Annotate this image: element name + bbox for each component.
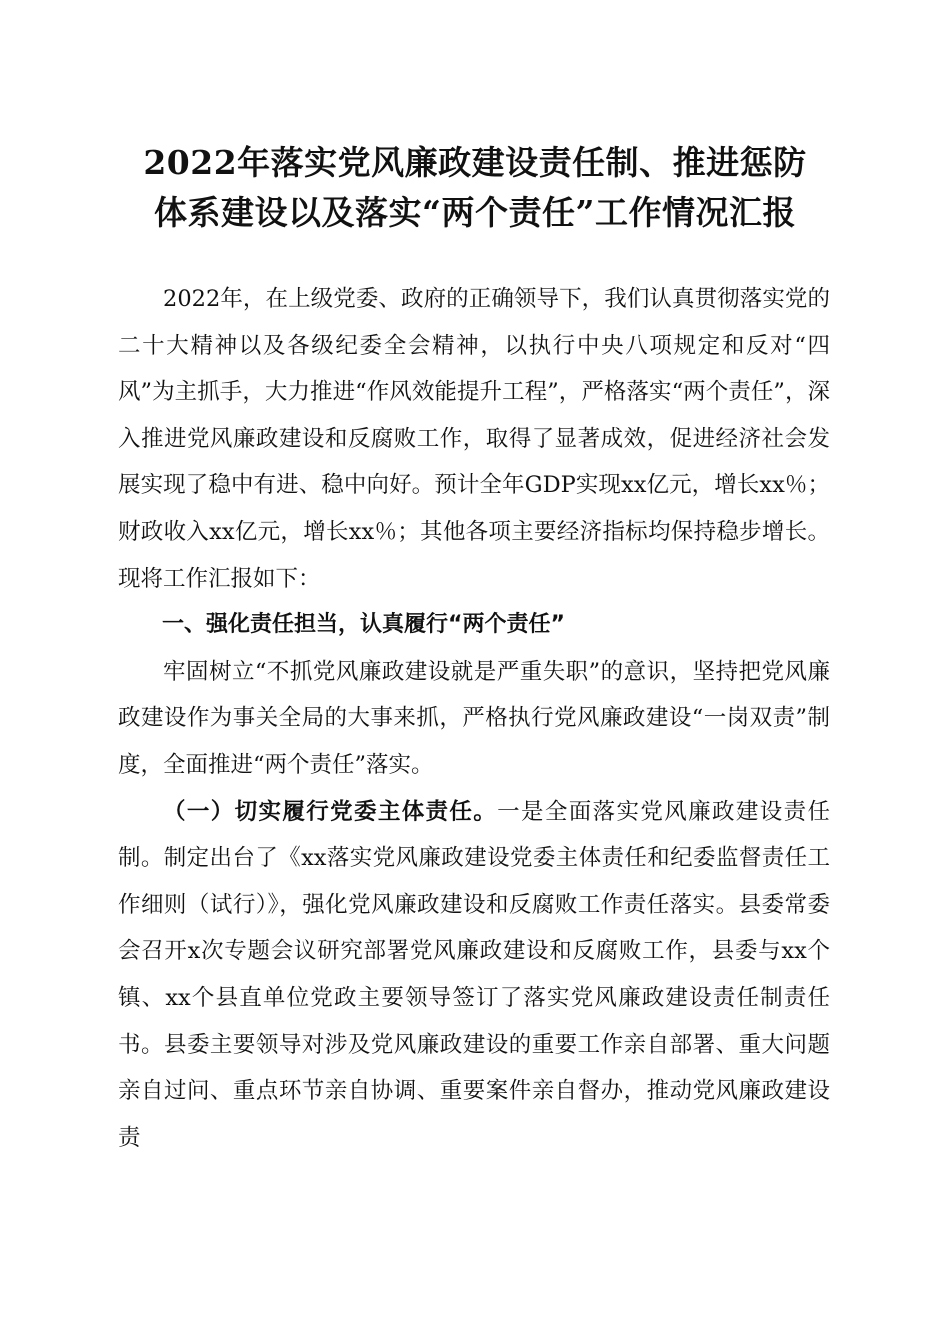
document-body bbox=[118, 276, 830, 1161]
section-1-heading: 一、强化责任担当，认真履行“两个责任” bbox=[162, 612, 565, 638]
section-1-paragraph: 牢固树立“不抓党风廉政建设就是严重失职”的意识，坚持把党风廉政建设作为事关全局的大事来抓，严格执行党风廉政建设“一岗双责”制度，全面推进“两个责任”落实。 bbox=[118, 658, 830, 778]
subsection-1-paragraph bbox=[118, 789, 830, 1162]
title-line-1: 2022年落实党风廉政建设责任制、推进惩防 bbox=[143, 143, 807, 182]
intro-paragraph: 2022年，在上级党委、政府的正确领导下，我们认真贯彻落实党的二十大精神以及各级纪委全会精神，以执行中央八项规定和反对“四风”为主抓手，大力推进“作风效能提升工程”，严格落实“两个责任”，深入推进党风廉政建设和反腐败工作，取得了显著成效，促进经济社会发展实现了稳中有进、稳中向好。预计全年GDP实现xx亿元，增长xx％；财政收入xx亿元，增长xx％；其他各项主要经济指标均保持稳步增长。现将工作汇报如下： bbox=[118, 286, 830, 592]
title-line-2: 体系建设以及落实“两个责任”工作情况汇报 bbox=[154, 193, 796, 232]
subsection-1-heading: （一）切实履行党委主体责任。 bbox=[163, 798, 498, 825]
subsection-1-text: 一是全面落实党风廉政建设责任制。制定出台了《xx落实党风廉政建设党委主体责任和纪委监督责任工作细则（试行）》，强化党风廉政建设和反腐败工作责任落实。县委常委会召开x次专题会议研究部署党风廉政建设和反腐败工作，县委与xx个镇、xx个县直单位党政主要领导签订了落实党风廉政建设责任制责任书。县委主要领导对涉及党风廉政建设的重要工作亲自部署、重大问题亲自过问、重点环节亲自协调、重要案件亲自督办，推动党风廉政建设责 bbox=[118, 798, 830, 1151]
document-title bbox=[60, 138, 890, 238]
